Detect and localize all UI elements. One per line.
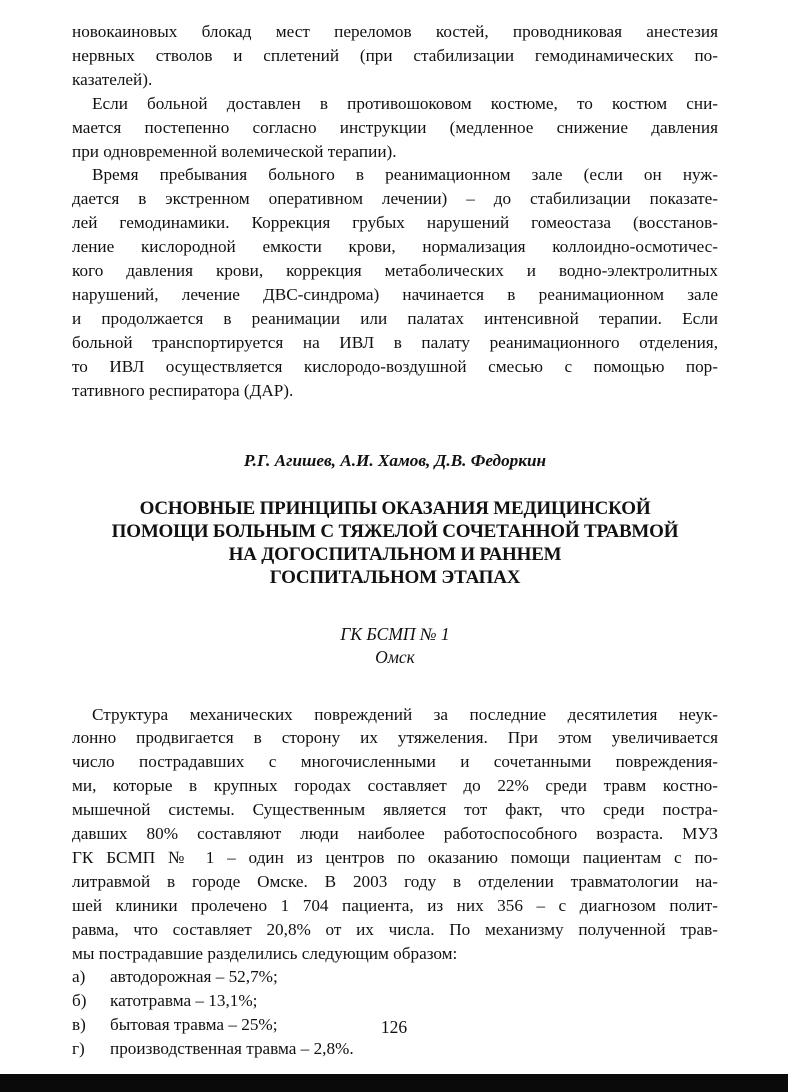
text-line: мается постепенно согласно инструкции (медленное снижение давления (72, 117, 718, 137)
text-line: нервных стволов и сплетений (при стабилизации гемодинамических по- (72, 45, 718, 65)
text-line: мы пострадавшие разделились следующим образом: (72, 943, 458, 963)
article-body-paragraph (72, 703, 718, 966)
list-item (72, 989, 718, 1013)
text-line: ГК БСМП № 1 – один из центров по оказанию помощи пациентам с по- (72, 847, 718, 867)
title-line: ПОМОЩИ БОЛЬНЫМ С ТЯЖЕЛОЙ СОЧЕТАННОЙ ТРАВМОЙ (111, 520, 679, 542)
page-content (72, 20, 718, 1061)
intro-paragraph-1 (72, 20, 718, 92)
text-line: давших 80% составляют люди наиболее работоспособного возраста. МУЗ (72, 824, 718, 844)
text-line: казателей). (72, 69, 153, 89)
injury-mechanism-list (72, 965, 718, 1061)
text-line: Если больной доставлен в противошоковом костюме, то костюм сни- (92, 93, 718, 113)
text-line: ми, которые в крупных городах составляет до 22% среди травм костно- (72, 776, 718, 796)
scan-edge-bar (0, 1074, 788, 1092)
article-affiliation (72, 623, 718, 669)
list-marker: а) (72, 967, 86, 987)
text-line: нарушений, лечение ДВС-синдрома) начинается в реанимационном зале (72, 284, 718, 304)
text-line: Структура механических повреждений за последние десятилетия неук- (92, 704, 718, 724)
list-item-text: производственная травма – 2,8%. (110, 1039, 354, 1059)
article-authors: Р.Г. Агишев, А.И. Хамов, Д.В. Федоркин (243, 450, 547, 470)
text-line: новокаиновых блокад мест переломов костей, проводниковая анестезия (72, 22, 718, 41)
title-line: ОСНОВНЫЕ ПРИНЦИПЫ ОКАЗАНИЯ МЕДИЦИНСКОЙ (139, 497, 651, 519)
text-line: кого давления крови, коррекция метаболических и водно-электролитных (72, 261, 718, 281)
text-line: дается в экстренном оперативном лечении) – до стабилизации показате- (72, 189, 718, 209)
institution-city: Омск (375, 646, 415, 667)
article-title (72, 497, 718, 589)
text-line: шей клиники пролечено 1 704 пациента, из них 356 – с диагнозом полит- (72, 895, 718, 915)
text-line: лей гемодинамики. Коррекция грубых нарушений гомеостаза (восстанов- (72, 213, 718, 233)
text-line: и продолжается в реанимации или палатах интенсивной терапии. Если (72, 308, 718, 328)
text-line: лонно продвигается в сторону их утяжеления. При этом увеличивается (72, 728, 718, 748)
list-item-text: катотравма – 13,1%; (110, 991, 258, 1011)
list-item-text: бытовая травма – 25%; (110, 1015, 278, 1035)
text-line: тативного респиратора (ДАР). (72, 380, 294, 400)
list-marker: г) (72, 1039, 85, 1059)
intro-paragraph-2 (72, 92, 718, 164)
list-marker: в) (72, 1015, 86, 1035)
list-marker: б) (72, 991, 87, 1011)
title-line: НА ДОГОСПИТАЛЬНОМ И РАННЕМ (228, 543, 562, 565)
text-line: то ИВЛ осуществляется кислородо-воздушной смесью с помощью пор- (72, 356, 718, 376)
title-line: ГОСПИТАЛЬНОМ ЭТАПАХ (269, 566, 521, 588)
list-item (72, 965, 718, 989)
intro-paragraph-3 (72, 163, 718, 402)
page-number: 126 (380, 1017, 408, 1037)
text-line: при одновременной волемической терапии). (72, 141, 397, 161)
text-line: больной транспортируется на ИВЛ в палату реанимационного отделения, (72, 332, 718, 352)
text-line: Время пребывания больного в реанимационном зале (если он нуж- (92, 165, 718, 185)
text-line: ление кислородной емкости крови, нормализация коллоидно-осмотичес- (72, 237, 718, 257)
intro-section (72, 20, 718, 403)
list-item (72, 1037, 718, 1061)
institution-name: ГК БСМП № 1 (340, 623, 450, 644)
text-line: мышечной системы. Существенным является тот факт, что среди постра- (72, 800, 718, 820)
text-line: равма, что составляет 20,8% от их числа. По механизму полученной трав- (72, 919, 718, 939)
list-item-text: автодорожная – 52,7%; (110, 967, 278, 987)
text-line: литравмой в городе Омске. В 2003 году в отделении травматологии на- (72, 871, 718, 891)
text-line: число пострадавших с многочисленными и сочетанными повреждения- (72, 752, 718, 772)
